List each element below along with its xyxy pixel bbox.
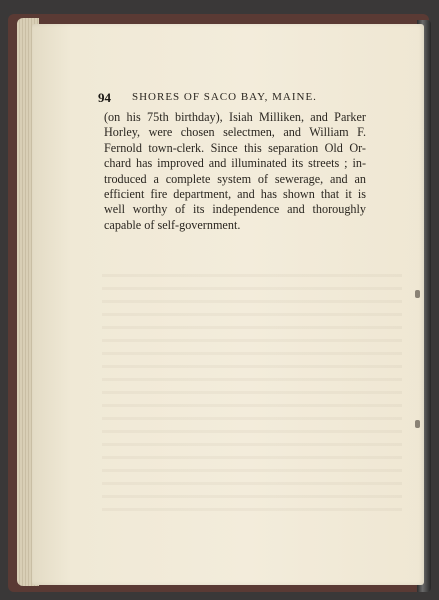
text-line: Horley, were chosen selectmen, and William F. — [104, 125, 366, 140]
text-line: well worthy of its independence and thoroughly — [104, 202, 366, 217]
text-line: (on his 75th birthday), Isiah Milliken, and Parker — [104, 110, 366, 124]
page-header — [98, 90, 398, 106]
text-line: efficient fire department, and has shown that it is — [104, 187, 366, 202]
page-tab-marker — [415, 290, 420, 298]
text-line: Fernold town-clerk. Since this separation Old Or- — [104, 140, 366, 155]
page-tab-marker — [415, 420, 420, 428]
show-through-text — [102, 274, 402, 514]
book-page — [32, 24, 424, 585]
running-head: SHORES OF SACO BAY, MAINE. — [132, 91, 317, 103]
text-line: capable of self-government. — [104, 217, 241, 232]
body-paragraph — [104, 110, 366, 233]
text-line: troduced a complete system of sewerage, and an — [104, 171, 366, 186]
text-line: chard has improved and illuminated its streets ; in- — [104, 156, 366, 171]
page-number: 94 — [98, 90, 111, 105]
